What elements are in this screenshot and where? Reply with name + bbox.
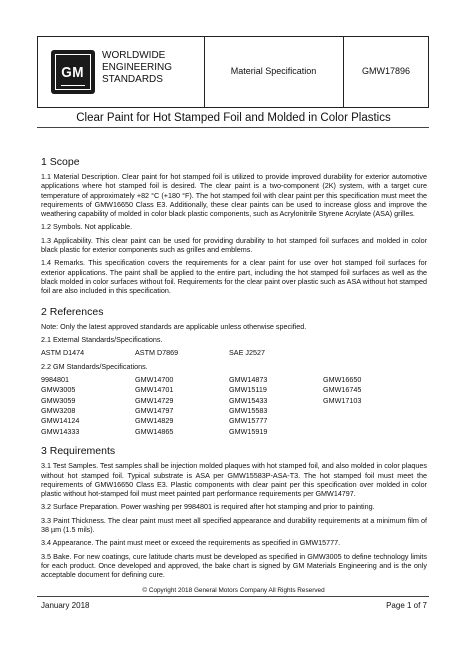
standard-item: GMW15919 [229,426,268,436]
standard-item [323,416,417,426]
standard-item: GMW15433 [229,395,268,405]
org-line-1: WORLDWIDE [102,50,166,61]
standard-item: GMW14729 [135,395,174,405]
standard-item: GMW15583 [229,406,268,416]
org-line-2: ENGINEERING [102,62,173,73]
standard-item: 9984801 [41,374,69,384]
para-3-4: 3.4 Appearance. The paint must meet or exceed the requirements as specified in GMW15777. [41,538,341,548]
standard-item: GMW15777 [229,416,268,426]
standard-item: GMW17103 [323,395,362,405]
standard-item: GMW3208 [41,406,76,416]
doc-number: GMW17896 [361,66,411,76]
gm-logo [51,50,95,94]
standard-item: GMW15119 [229,385,267,395]
title-divider [37,127,429,128]
gm-standards-list [41,375,427,437]
document-title: Clear Paint for Hot Stamped Foil and Molded in Color Plastics [76,112,391,124]
standard-item [323,427,417,437]
standard-item: GMW14865 [135,426,174,436]
standard-item: GMW14333 [41,426,80,436]
standard-item [323,406,417,416]
gm-logo-text: GM [61,63,85,81]
org-name [102,50,202,86]
footer-page-number: Page 1 of 7 [386,601,427,610]
para-3-2: 3.2 Surface Preparation. Power washing per 9984801 is required after hot stamping and prior to painting. [41,502,375,512]
para-1-3: 1.3 Applicability. This clear paint can be used for providing durability to hot stamped foil surfaces and molded in color black plastic for exterior components such as grilles and emblems. [41,235,427,255]
external-standards-list [41,348,427,358]
document-body [41,130,427,584]
doc-type: Material Specification [230,66,317,76]
section-2-heading: 2 References [41,305,104,318]
section-1-heading: 1 Scope [41,156,80,168]
footer-date: January 2018 [41,601,90,610]
standard-item: GMW14701 [135,385,174,395]
para-3-1: 3.1 Test Samples. Test samples shall be injection molded plaques with hot stamped foil, and also molded in color plaques without hot stamped foil. Typical substrate is ASA per GMW15583P-ASA-T3. The hot stamped foil must meet the requirements of GMW16650 Class E3. Plastic components with clear paint per this specification over molded in color plastic without hot-stamped foil must meet painted part performance requirements per GMW14797. [41,461,427,499]
standard-item: GMW16650 [323,374,362,384]
gm-standards-heading: 2.2 GM Standards/Specifications. [41,361,148,371]
references-note: Note: Only the latest approved standards are applicable unless otherwise specified. [41,321,307,331]
para-1-4: 1.4 Remarks. This specification covers the requirements for a clear paint for use over hot stamped foil surfaces for exterior applications. The paint shall be applied to the entire part, including the hot stamped foil surfaces as well as the black molded in color surfaces without foil. Requirements for the clear paint over plastic such as ASA without hot stamped foil are also included in this specification. [41,258,427,296]
standard-item: ASTM D7869 [135,348,179,358]
para-1-1: 1.1 Material Description. Clear paint for hot stamped foil is utilized to provide improved durability for exterior automotive applications where hot stamped foil is desired. The clear paint is a two-component (2K) system, with a target cure temperature of approximately +82 °C (+180 °F). The hot stamped foil with clear paint per this specification must meet the requirements of GMW16650 Class E3. Additionally, these clear paints can be used to increase gloss and improve the weathering capability of molded in color black plastic components, such as Acrylonitrile Styrene Acrylate (ASA) grilles. [41,172,427,219]
standard-item: SAE J2527 [229,348,265,358]
standard-item: GMW14829 [135,416,174,426]
footer-divider [37,596,429,597]
standard-item: GMW3059 [41,395,76,405]
standard-item: GMW16745 [323,385,362,395]
para-1-2: 1.2 Symbols. Not applicable. [41,222,133,232]
org-line-3: STANDARDS [102,74,163,85]
standard-item: GMW14797 [135,406,174,416]
section-3-heading: 3 Requirements [41,445,116,458]
external-standards-heading: 2.1 External Standards/Specifications. [41,334,163,344]
copyright-notice: © Copyright 2018 General Motors Company All Rights Reserved [142,587,325,594]
header-box [37,36,429,108]
para-3-5: 3.5 Bake. For new coatings, cure latitude charts must be developed as specified in GMW3005 to define technology limits for each product. Once developed and approved, the bake chart is signed by GM Materials Engineering and is the only acceptable document for defining cure. [41,551,427,580]
standard-item: GMW14873 [229,374,268,384]
standard-item: GMW14124 [41,416,80,426]
standard-item: GMW14700 [135,374,174,384]
standard-item: GMW3005 [41,385,76,395]
standard-item: ASTM D1474 [41,348,85,358]
para-3-3: 3.3 Paint Thickness. The clear paint must meet all specified appearance and durability requirements at a minimum film of 38 µm (1.5 mils). [41,515,427,535]
